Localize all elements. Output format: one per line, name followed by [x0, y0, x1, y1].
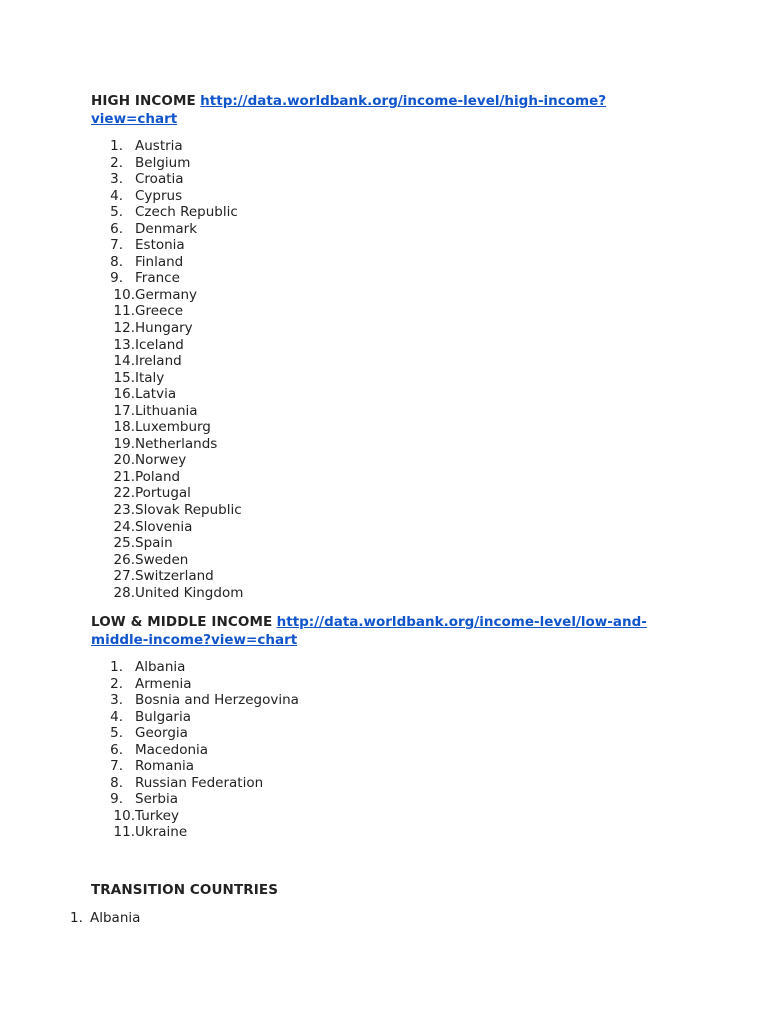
- list-item-number: 10.: [113, 807, 135, 824]
- list-item-number: 3.: [110, 171, 123, 188]
- low-middle-income-link-line1: http://data.worldbank.org/income-level/low-and-: [276, 614, 647, 630]
- list-item: [91, 353, 243, 370]
- list-item-number: 16.: [113, 386, 135, 403]
- list-item-number: 8.: [110, 774, 123, 791]
- list-item-country: Austria: [135, 138, 183, 154]
- high-income-label: HIGH INCOME: [91, 93, 196, 109]
- list-item-country: Georgia: [135, 725, 188, 742]
- list-item: [91, 370, 243, 387]
- list-item-number: 10.: [113, 286, 135, 303]
- list-item: [91, 775, 299, 792]
- list-item: [91, 676, 299, 693]
- list-item-number: 11.: [113, 303, 135, 320]
- list-item: [91, 237, 243, 254]
- list-item-country: Slovenia: [135, 518, 193, 535]
- list-item-number: 5.: [110, 725, 123, 742]
- list-item: [91, 469, 243, 486]
- list-item: [91, 519, 243, 536]
- list-item: [91, 221, 243, 238]
- high-income-country-list: [91, 138, 243, 601]
- list-item-number: 1.: [110, 138, 123, 154]
- list-item-number: 12.: [113, 320, 135, 337]
- list-item: [91, 188, 243, 205]
- list-item: [91, 204, 243, 221]
- list-item-number: 13.: [113, 336, 135, 353]
- list-item-country: Albania: [90, 910, 141, 926]
- list-item: [91, 568, 243, 585]
- list-item-country: Hungary: [135, 320, 193, 337]
- list-item: [91, 436, 243, 453]
- list-item: [91, 287, 243, 304]
- list-item: [91, 337, 243, 354]
- list-item-number: 9.: [110, 270, 123, 287]
- list-item-number: 7.: [110, 758, 123, 775]
- list-item-number: 8.: [110, 253, 123, 270]
- list-item: [91, 171, 243, 188]
- list-item-country: Romania: [135, 758, 195, 775]
- list-item-number: 1.: [70, 910, 83, 926]
- list-item: [91, 758, 299, 775]
- list-item-country: Turkey: [135, 807, 179, 824]
- list-item-country: Finland: [135, 253, 184, 270]
- list-item-country: Spain: [135, 535, 173, 552]
- low-middle-income-label: LOW & MIDDLE INCOME: [91, 614, 273, 630]
- list-item: [91, 742, 299, 759]
- low-middle-income-heading: [91, 613, 671, 649]
- list-item-country: Sweden: [135, 551, 189, 568]
- list-item: [91, 386, 243, 403]
- list-item-country: Belgium: [135, 154, 191, 171]
- list-item-country: Macedonia: [135, 741, 209, 758]
- list-item-number: 1.: [110, 659, 123, 675]
- list-item: [91, 485, 243, 502]
- list-item-country: Estonia: [135, 237, 185, 254]
- list-item-country: Ireland: [135, 353, 182, 370]
- list-item-number: 19.: [113, 435, 135, 452]
- list-item-number: 14.: [113, 353, 135, 370]
- list-item-number: 17.: [113, 402, 135, 419]
- list-item: [91, 303, 243, 320]
- list-item: [91, 659, 299, 676]
- high-income-link-line1: http://data.worldbank.org/income-level/high-income?: [200, 93, 607, 109]
- list-item-number: 6.: [110, 220, 123, 237]
- list-item-country: United Kingdom: [135, 584, 244, 601]
- list-item-country: Serbia: [135, 791, 179, 808]
- list-item: [91, 452, 243, 469]
- list-item-number: 24.: [113, 518, 135, 535]
- transition-label: TRANSITION COUNTRIES: [91, 882, 279, 898]
- high-income-link-line2: view=chart: [91, 111, 178, 127]
- list-item-country: Russian Federation: [135, 774, 264, 791]
- list-item-number: 23.: [113, 502, 135, 519]
- transition-country-list: [70, 909, 140, 927]
- list-item-number: 22.: [113, 485, 135, 502]
- list-item-number: 11.: [113, 824, 135, 841]
- list-item-number: 9.: [110, 791, 123, 808]
- list-item-country: Germany: [135, 286, 198, 303]
- list-item-country: Albania: [135, 659, 186, 675]
- list-item: [91, 552, 243, 569]
- list-item: [91, 725, 299, 742]
- list-item-country: Netherlands: [135, 435, 218, 452]
- list-item-number: 21.: [113, 468, 135, 485]
- list-item: [91, 155, 243, 172]
- high-income-heading: [91, 92, 671, 128]
- list-item-country: Portugal: [135, 485, 191, 502]
- list-item-number: 18.: [113, 419, 135, 436]
- list-item-number: 28.: [113, 584, 135, 601]
- list-item-number: 26.: [113, 551, 135, 568]
- list-item-country: Lithuania: [135, 402, 198, 419]
- list-item-country: Norwey: [135, 452, 187, 469]
- list-item-number: 4.: [110, 708, 123, 725]
- list-item: [91, 808, 299, 825]
- low-middle-income-link-line2: middle-income?view=chart: [91, 632, 298, 648]
- list-item: [91, 403, 243, 420]
- list-item: [91, 419, 243, 436]
- transition-heading: [91, 881, 671, 899]
- list-item-country: Italy: [135, 369, 165, 386]
- list-item-country: Croatia: [135, 171, 184, 188]
- list-item-country: Luxemburg: [135, 419, 211, 436]
- list-item: [91, 824, 299, 841]
- list-item-number: 20.: [113, 452, 135, 469]
- list-item: [91, 709, 299, 726]
- list-item-number: 3.: [110, 692, 123, 709]
- list-item-country: Greece: [135, 303, 184, 320]
- list-item: [91, 502, 243, 519]
- list-item-country: Latvia: [135, 386, 177, 403]
- list-item-number: 7.: [110, 237, 123, 254]
- low-middle-income-country-list: [91, 659, 299, 841]
- list-item-country: Bosnia and Herzegovina: [135, 692, 299, 709]
- list-item: [91, 692, 299, 709]
- list-item-number: 2.: [110, 675, 123, 692]
- list-item-number: 15.: [113, 369, 135, 386]
- list-item-country: Poland: [135, 468, 181, 485]
- list-item-country: Denmark: [135, 220, 198, 237]
- list-item: [91, 791, 299, 808]
- list-item-country: Slovak Republic: [135, 502, 242, 519]
- list-item: [91, 270, 243, 287]
- list-item-number: 2.: [110, 154, 123, 171]
- list-item: [91, 320, 243, 337]
- list-item-number: 4.: [110, 187, 123, 204]
- list-item-country: Bulgaria: [135, 708, 191, 725]
- list-item: [70, 909, 140, 927]
- list-item-number: 27.: [113, 568, 135, 585]
- list-item: [91, 254, 243, 271]
- list-item-country: France: [135, 270, 180, 287]
- list-item-country: Cyprus: [135, 187, 183, 204]
- list-item-country: Czech Republic: [135, 204, 238, 221]
- list-item-country: Ukraine: [135, 824, 188, 841]
- list-item-country: Iceland: [135, 336, 184, 353]
- list-item-number: 25.: [113, 535, 135, 552]
- list-item-number: 6.: [110, 741, 123, 758]
- list-item: [91, 138, 243, 155]
- list-item: [91, 585, 243, 602]
- list-item-number: 5.: [110, 204, 123, 221]
- list-item-country: Switzerland: [135, 568, 214, 585]
- list-item: [91, 535, 243, 552]
- list-item-country: Armenia: [135, 675, 192, 692]
